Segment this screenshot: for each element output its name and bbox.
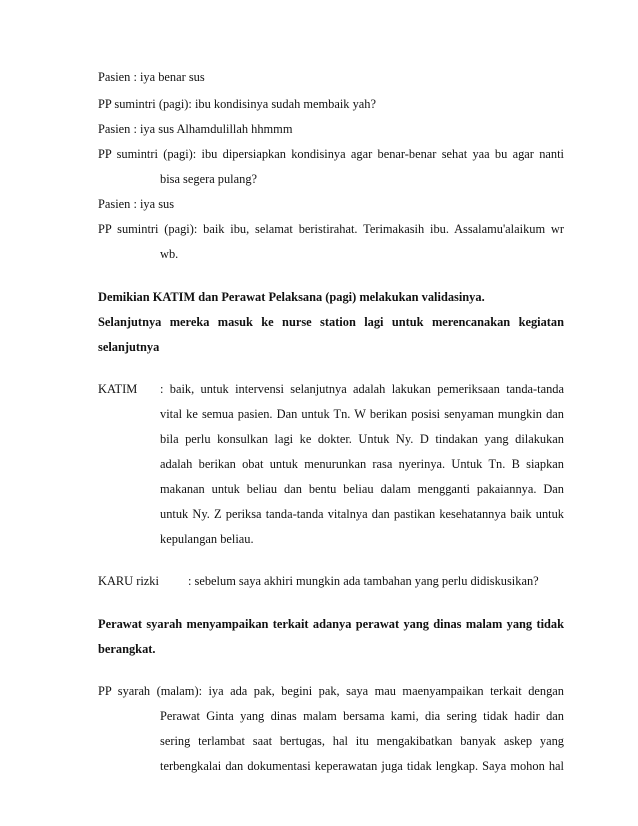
- dialog-line: Pasien : iya benar sus: [98, 70, 205, 84]
- pp-syarah-line: Perawat Ginta yang dinas malam bersama kami, dia sering tidak hadir dan: [160, 709, 564, 723]
- narration-line: Perawat syarah menyampaikan terkait adanya perawat yang dinas malam yang tidak: [98, 617, 564, 631]
- narration-line: Selanjutnya mereka masuk ke nurse station lagi untuk merencanakan kegiatan: [98, 315, 564, 329]
- narration-line: selanjutnya: [98, 340, 160, 354]
- dialog-line: PP sumintri (pagi): ibu kondisinya sudah membaik yah?: [98, 97, 376, 111]
- dialog-line-continuation: bisa segera pulang?: [160, 172, 258, 186]
- pp-syarah-line: sering terlambat saat bertugas, hal itu mengakibatkan banyak askep yang: [160, 734, 564, 748]
- narration-line: Demikian KATIM dan Perawat Pelaksana (pagi) melakukan validasinya.: [98, 290, 485, 304]
- dialog-line: Pasien : iya sus: [98, 197, 175, 211]
- dialog-line-continuation: wb.: [160, 247, 179, 261]
- speaker-label-karu: KARU rizki: [98, 574, 159, 588]
- dialog-line: PP sumintri (pagi): ibu dipersiapkan kondisinya agar benar-benar sehat yaa bu agar nanti: [98, 147, 564, 161]
- katim-line: bila perlu konsulkan lagi ke dokter. Untuk Ny. D tindakan yang dilakukan: [160, 432, 564, 446]
- katim-line: makanan untuk beliau dan bentu beliau dalam mengganti pakaiannya. Dan: [160, 482, 564, 496]
- karu-line: : sebelum saya akhiri mungkin ada tambahan yang perlu didiskusikan?: [188, 574, 539, 588]
- katim-line: adalah berikan obat untuk menurunkan rasa nyerinya. Untuk Tn. B siapkan: [160, 457, 564, 471]
- katim-line: : baik, untuk intervensi selanjutnya adalah lakukan pemeriksaan tanda-tanda: [160, 382, 564, 396]
- dialog-line: PP sumintri (pagi): baik ibu, selamat beristirahat. Terimakasih ibu. Assalamu'alaikum wr: [98, 222, 564, 236]
- katim-line: untuk Ny. Z periksa tanda-tanda vitalnya dan pastikan kesehatannya baik untuk: [160, 507, 564, 521]
- katim-line: kepulangan beliau.: [160, 532, 254, 546]
- pp-syarah-line: PP syarah (malam): iya ada pak, begini pak, saya mau maenyampaikan terkait dengan: [98, 684, 564, 698]
- speaker-label-katim: KATIM: [98, 382, 138, 396]
- narration-line: berangkat.: [98, 642, 156, 656]
- katim-line: vital ke semua pasien. Dan untuk Tn. W berikan posisi senyaman mungkin dan: [160, 407, 564, 421]
- dialog-line: Pasien : iya sus Alhamdulillah hhmmm: [98, 122, 293, 136]
- pp-syarah-line: terbengkalai dan dokumentasi keperawatan juga tidak lengkap. Saya mohon hal: [160, 759, 564, 773]
